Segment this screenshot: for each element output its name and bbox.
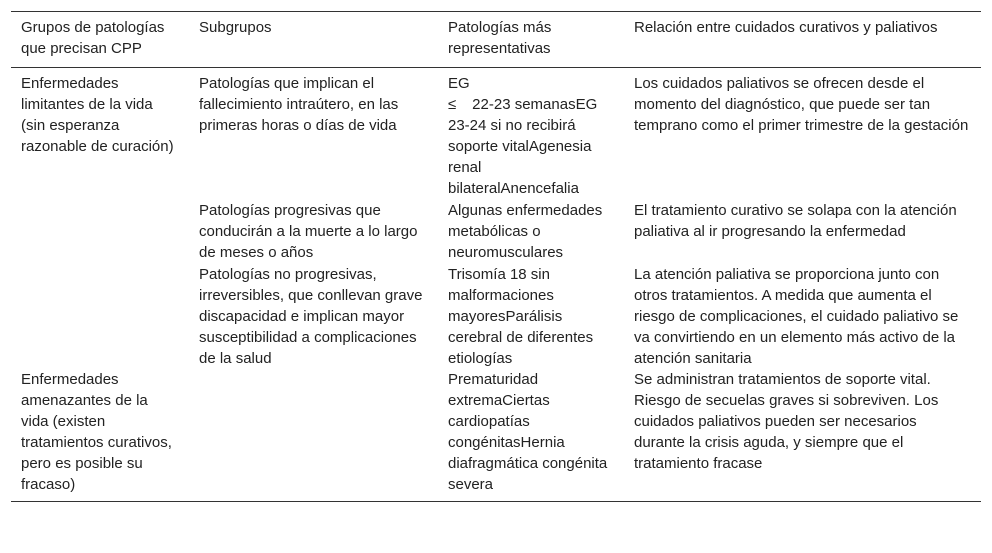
cell-pathologies: Algunas enfermedades metabólicas o neuromusculares [448,202,603,261]
cell-group [11,199,189,263]
header-row [11,12,981,68]
header-group: Grupos de patologías que precisan CPP [21,19,165,57]
pathologies-text: 22-23 semanasEG 23-24 si no recibirá soporte vitalAgenesia renal bilateralAnencefalia [448,96,598,197]
cell-subgroup: Patologías que implican el fallecimiento intraútero, en las primeras horas o días de vida [199,75,399,134]
cell-relation: Se administran tratamientos de soporte vital. Riesgo de secuelas graves si sobreviven. Los cuidados paliativos pueden ser necesarios durante la crisis aguda, y siempre que el tratamiento fracase [634,371,939,472]
gestational-age-prefix: EG ≤ [448,75,470,113]
cell-group: Enfermedades limitantes de la vida (sin esperanza razonable de curación) [21,75,174,155]
cell-group [11,263,189,369]
table-header [11,12,981,68]
cpp-pathology-table [11,11,981,502]
cell-subgroup [189,369,438,502]
header-pathologies: Patologías más representativas [448,19,552,57]
table-row [11,263,981,369]
table-body [11,68,981,502]
cell-relation: El tratamiento curativo se solapa con la atención paliativa al ir progresando la enfermedad [634,202,957,240]
cell-pathologies: Prematuridad extremaCiertas cardiopatías congénitasHernia diafragmática congénita severa [448,371,608,493]
header-subgroup: Subgrupos [199,19,272,36]
cell-pathologies: Trisomía 18 sin malformaciones mayoresParálisis cerebral de diferentes etiologías [448,266,594,367]
cpp-table-container [11,11,981,502]
cell-group: Enfermedades amenazantes de la vida (existen tratamientos curativos, pero es posible su fracaso) [21,371,172,493]
table-row [11,369,981,502]
cell-subgroup: Patologías no progresivas, irreversibles, que conllevan grave discapacidad e implican mayor susceptibilidad a complicaciones de la salud [199,266,423,367]
cell-relation: La atención paliativa se proporciona junto con otros tratamientos. A medida que aumenta el riesgo de complicaciones, el cuidado paliativo se va convirtiendo en un elemento más activo de la atención sanitaria [634,266,959,367]
table-row [11,199,981,263]
cell-subgroup: Patologías progresivas que conducirán a la muerte a lo largo de meses o años [199,202,418,261]
header-relation: Relación entre cuidados curativos y paliativos [634,19,938,36]
cell-pathologies [438,68,624,200]
table-row [11,68,981,200]
cell-relation: Los cuidados paliativos se ofrecen desde el momento del diagnóstico, que puede ser tan temprano como el primer trimestre de la gestación [634,75,969,134]
